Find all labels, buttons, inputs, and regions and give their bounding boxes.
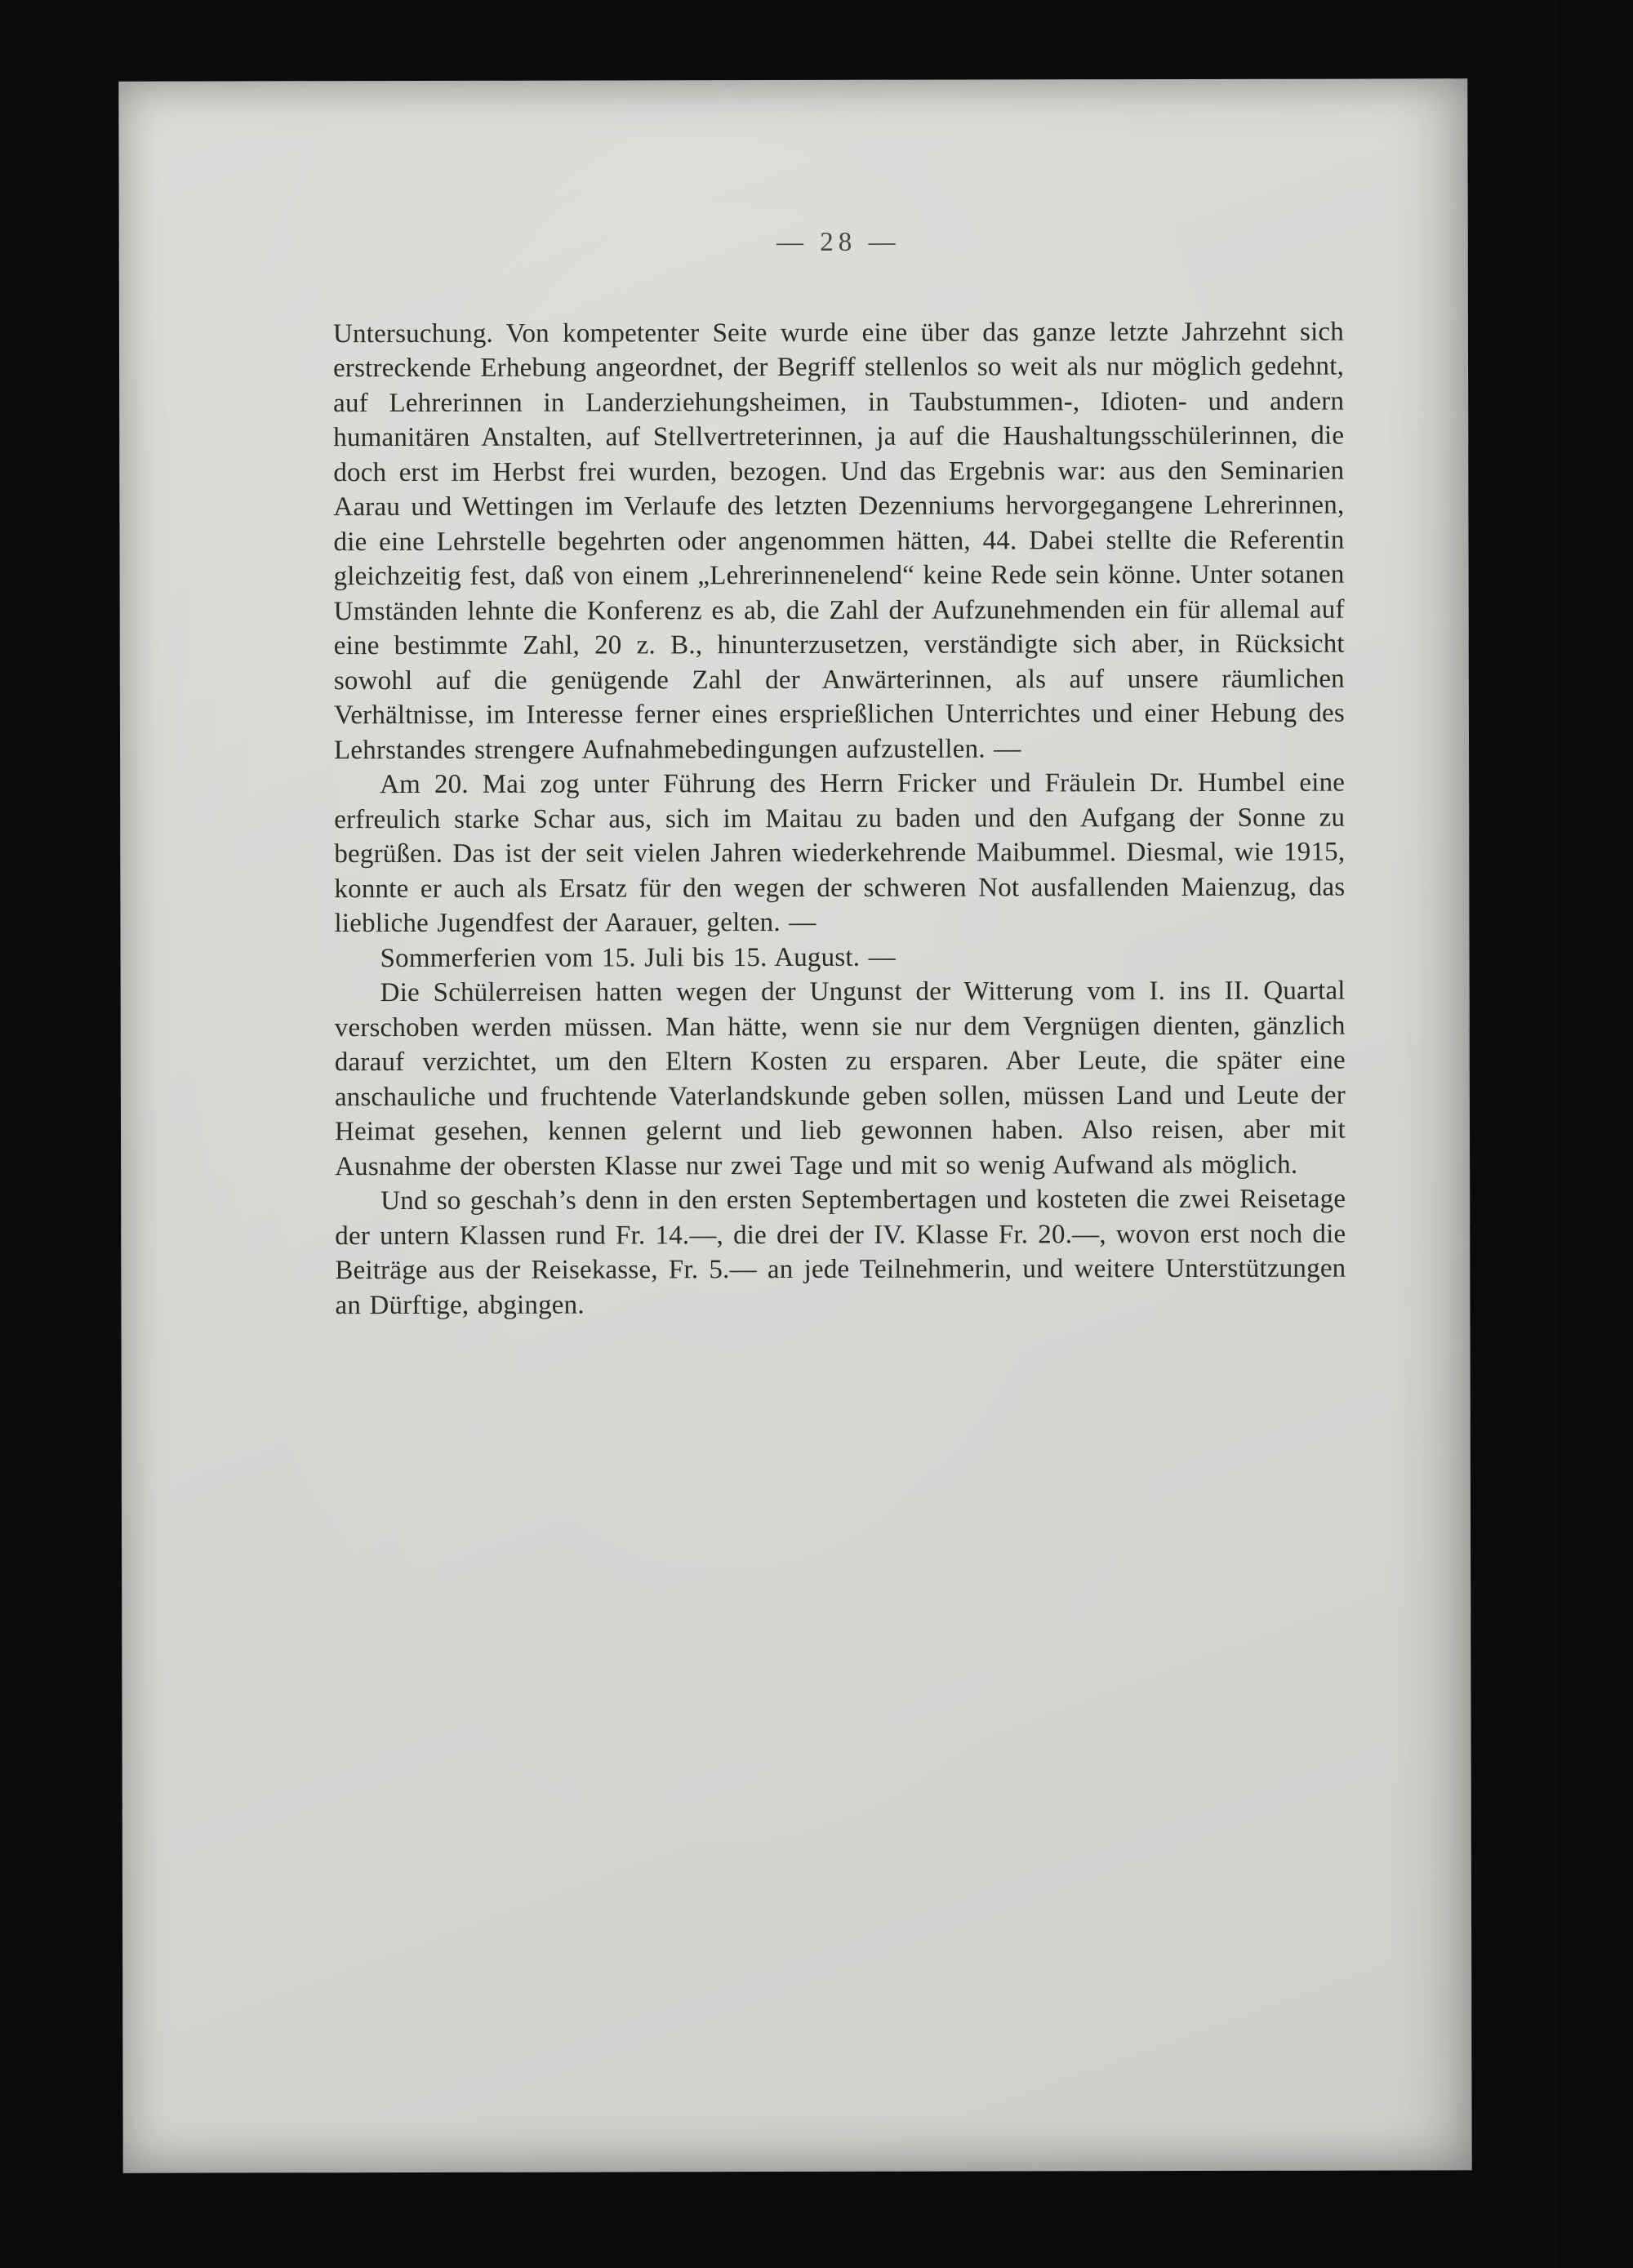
- facing-page-edge: [1517, 0, 1633, 2268]
- scanned-page: [118, 78, 1471, 2172]
- paragraph-reisekosten: Und so geschah’s denn in den ersten Septembertagen und kosteten die zwei Reisetage der untern Klassen rund Fr. 14.—, die drei der IV. Klasse Fr. 20.—, wovon erst noch die Beiträge aus der Reisekasse, Fr. 5.— an jede Teilnehmerin, und weitere Unterstützungen an Dürftige, abgingen.: [335, 1184, 1346, 1320]
- page-number: — 28 —: [776, 227, 901, 258]
- paragraph-sommerferien: Sommerferien vom 15. Juli bis 15. August. —: [380, 942, 896, 973]
- page-fold-line: [1555, 0, 1557, 2268]
- paragraph-untersuchung: Untersuchung. Von kompetenter Seite wurde eine über das ganze letzte Jahrzehnt sich erstreckende Erhebung angeordnet, der Begriff stellenlos so weit als nur möglich gedehnt, auf Lehrerinnen in Landerziehungsheimen, in Taubstummen-, Idioten- und andern humanitären Anstalten, auf Stellvertreterinnen, ja auf die Haushaltungsschülerinnen, die doch erst im Herbst frei wurden, bezogen. Und das Ergebnis war: aus den Seminarien Aarau und Wettingen im Verlaufe des letzten Dezenniums hervorgegangene Lehrerinnen, die eine Lehrstelle begehrten oder angenommen hätten, 44. Dabei stellte die Referentin gleichzeitig fest, daß von einem „Lehrerinnenelend“ keine Rede sein könne. Unter sotanen Umständen lehnte die Konferenz es ab, die Zahl der Aufzunehmenden ein für allemal auf eine bestimmte Zahl, 20 z. B., hinunterzusetzen, verständigte sich aber, in Rücksicht sowohl auf die genügende Zahl der Anwärterinnen, als auf unsere räumlichen Verhältnisse, im Interesse ferner eines ersprießlichen Unterrichtes und einer Hebung des Lehrstandes strengere Aufnahmebedingungen aufzustellen. —: [332, 317, 1345, 765]
- paragraph-maibummel: Am 20. Mai zog unter Führung des Herrn Fricker und Fräulein Dr. Humbel eine erfreulich starke Schar aus, sich im Maitau zu baden und den Aufgang der Sonne zu begrüßen. Das ist der seit vielen Jahren wiederkehrende Maibummel. Diesmal, wie 1915, konnte er auch als Ersatz für den wegen der schweren Not ausfallenden Maienzug, das liebliche Jugendfest der Aarauer, gelten. —: [334, 767, 1346, 939]
- page-text-block: [333, 225, 1346, 1323]
- paragraph-schuelerreisen: Die Schülerreisen hatten wegen der Ungunst der Witterung vom I. ins II. Quartal verschoben werden müssen. Man hätte, wenn sie nur dem Vergnügen dienten, gänzlich darauf verzichtet, um den Eltern Kosten zu ersparen. Aber Leute, die später eine anschauliche und fruchtende Vaterlandskunde geben sollen, müssen Land und Leute der Heimat gesehen, kennen gelernt und lieb gewonnen haben. Also reisen, aber mit Ausnahme der obersten Klasse nur zwei Tage und mit so wenig Aufwand als möglich.: [334, 976, 1346, 1181]
